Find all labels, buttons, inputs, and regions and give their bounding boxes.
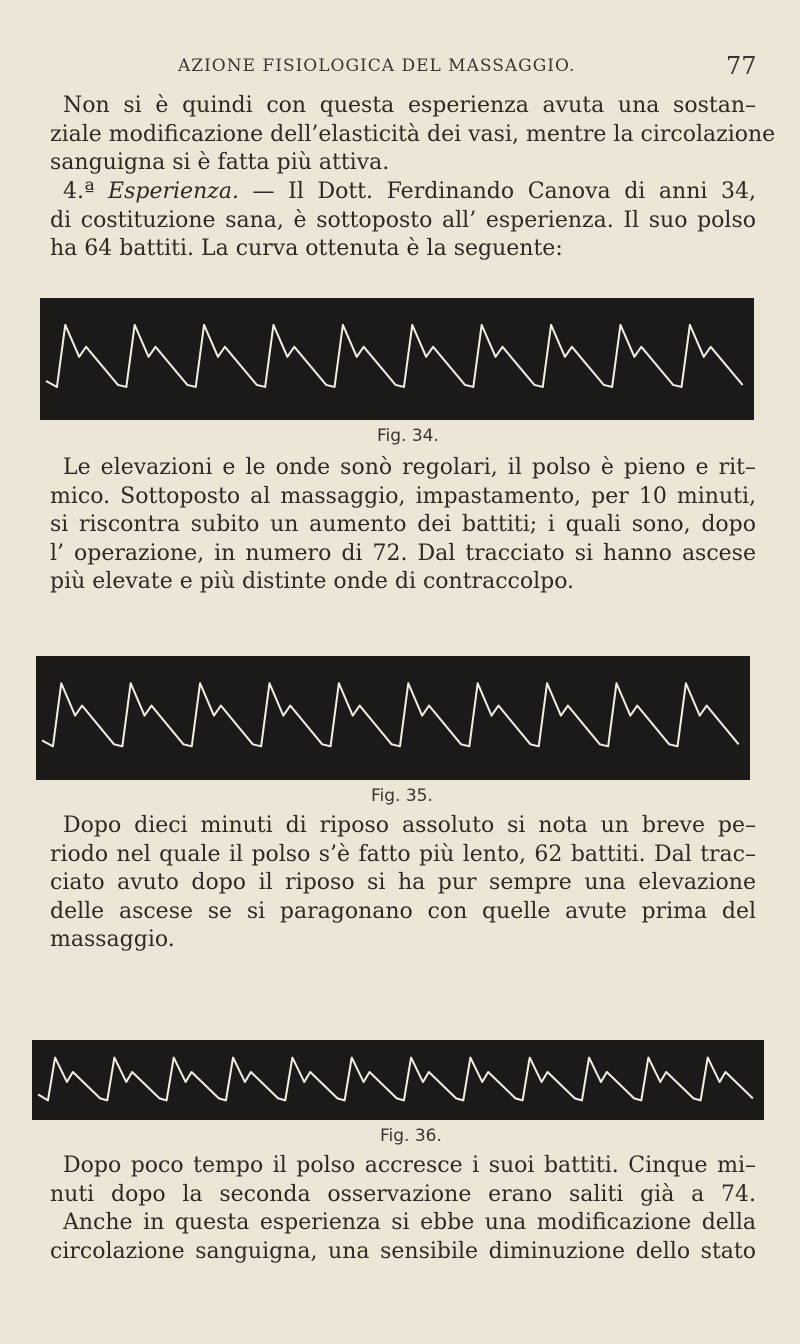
paragraph-line: nuti dopo la seconda osservazione erano saliti già a 74. [50,1181,756,1207]
paragraph-line: delle ascese se si paragonano con quelle avute prima del [50,898,756,924]
paragraph-line: circolazione sanguigna, una sensibile diminuzione dello stato [50,1238,756,1264]
paragraph-line: riodo nel quale il polso s’è fatto più lento, 62 battiti. Dal trac– [50,841,756,867]
paragraph-1 [50,92,776,178]
pulse-trace-line [42,683,739,746]
experiment-number: 4.ª [63,179,95,204]
paragraph-line: si riscontra subito un aumento dei battiti; i quali sono, dopo [50,512,756,537]
paragraph-line: più elevate e più distinte onde di contraccolpo. [50,569,575,594]
figure-36-pulse-tracing [32,1040,764,1120]
paragraph-line: ziale modificazione dell’elasticità dei vasi, mentre la circolazione [50,121,776,147]
figure-34-pulse-tracing [40,298,754,420]
page-header [0,52,800,82]
pulse-trace-plot [32,1040,764,1120]
pulse-trace-line [46,325,743,387]
paragraph-line: Dopo poco tempo il polso accresce i suoi battiti. Cinque mi– [63,1153,756,1178]
paragraph-line: massaggio. [50,927,175,952]
paragraph-line: Anche in questa esperienza si ebbe una modificazione della [63,1210,756,1235]
pulse-trace-plot [40,298,754,420]
experiment-heading: Esperienza. [108,179,239,204]
paragraph-line: mico. Sottoposto al massaggio, impastamento, per 10 minuti, [50,483,756,509]
paragraph-5 [50,1152,756,1266]
paragraph-line: l’ operazione, in numero di 72. Dal tracciato si hanno ascese [50,540,756,566]
figure-34-caption: Fig. 34. [377,426,439,446]
figure-35-caption: Fig. 35. [371,786,433,806]
paragraph-2 [50,178,756,264]
paragraph-line: Dopo dieci minuti di riposo assoluto si nota un breve pe– [63,813,756,838]
paragraph-line [50,178,756,207]
paragraph-line: Le elevazioni e le onde sonò regolari, il polso è pieno e rit– [63,455,756,480]
figure-35-pulse-tracing [36,656,750,780]
pulse-trace-line [38,1058,753,1101]
page-number: 77 [726,52,757,80]
paragraph-4 [50,812,756,955]
paragraph-3 [50,454,756,597]
pulse-trace-plot [36,656,750,780]
figure-36-caption: Fig. 36. [380,1126,442,1146]
paragraph-line: di costituzione sana, è sottoposto all’ esperienza. Il suo polso [50,207,756,233]
experiment-intro: — Il Dott. Ferdinando Canova di anni 34, [252,179,756,204]
running-title: AZIONE FISIOLOGICA DEL MASSAGGIO. [178,56,576,76]
paragraph-line: ciato avuto dopo il riposo si ha pur sempre una elevazione [50,870,756,895]
paragraph-line: Non si è quindi con questa esperienza avuta una sostan– [63,93,756,118]
paragraph-line: ha 64 battiti. La curva ottenuta è la seguente: [50,236,563,261]
paragraph-line: sanguigna si è fatta più attiva. [50,150,390,175]
